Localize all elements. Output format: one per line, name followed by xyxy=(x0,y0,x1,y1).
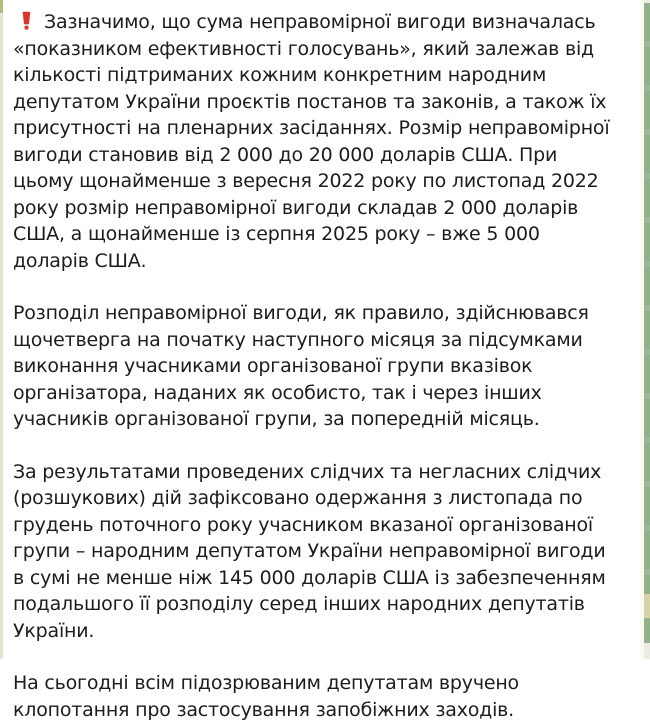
message-text-1: Зазначимо, що сума неправомірної вигоди визначалась «показником ефективності голосувань», який залежав від кількості підтриманих кожним конкретним народним депутатом України проєктів постанов та законів, а також їх присутності на пленарних засіданнях. Розмір неправомірної вигоди становив від 2 000 до 20 000 доларів США. При цьому щонайменше з вересня 2022 року по листопад 2022 року розмір неправомірної вигоди складав 2 000 доларів США, а щонайменше із серпня 2025 року – вже 5 000 доларів США. xyxy=(13,11,610,272)
red-exclamation-icon xyxy=(19,11,34,30)
chat-wallpaper-tan-accent xyxy=(644,594,650,618)
message-paragraph-4: На сьогодні всім підозрюваним депутатам вручено клопотання про застосування запобіжних заходів. xyxy=(13,672,519,721)
message-paragraph-2: Розподіл неправомірної вигоди, як правило, здійснювався щочетверга на початку наступного місяця за підсумками виконання учасниками організованої групи вказівок організатора, наданих як особисто, так і через інших учасників організованої групи, за попередній місяць. xyxy=(13,302,589,430)
chat-wallpaper-right-edge xyxy=(644,3,650,659)
message-bubble[interactable] xyxy=(3,0,640,721)
chat-wallpaper-pale-accent xyxy=(644,643,650,659)
message-paragraph-1 xyxy=(13,9,610,274)
message-paragraph-3: За результатами проведених слідчих та негласних слідчих (розшукових) дій зафіксовано одержання з листопада по грудень поточного року учасником вказаної організованої групи – народним депутатом України неправомірної вигоди в сумі не менше ніж 145 000 доларів США із забезпеченням подальшого її розподілу серед інших народних депутатів України. xyxy=(13,460,606,642)
